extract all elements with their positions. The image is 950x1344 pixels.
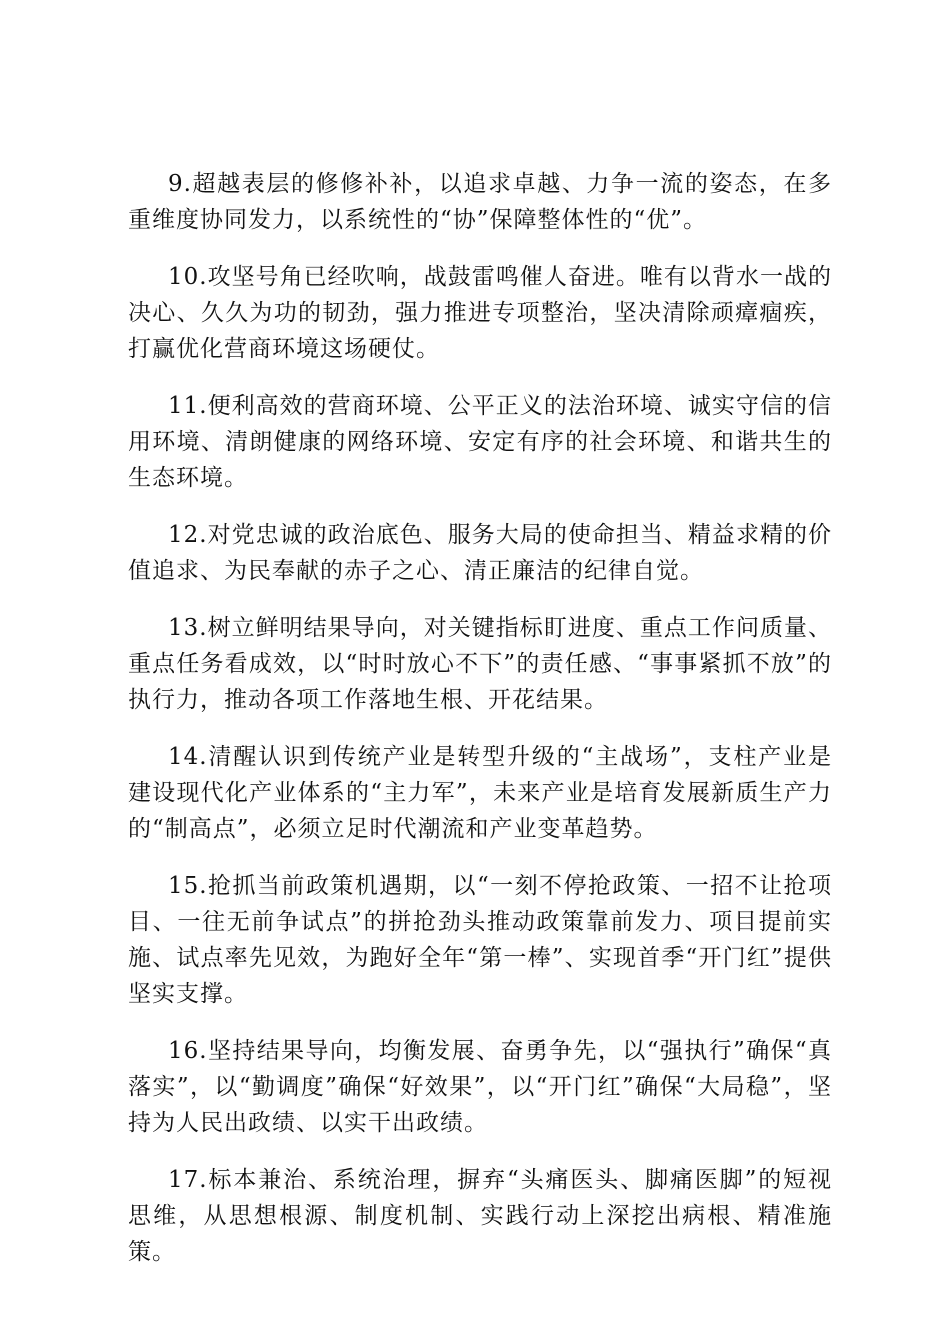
paragraph-10: 10.攻坚号角已经吹响，战鼓雷鸣催人奋进。唯有以背水一战的决心、久久为功的韧劲，强力推进专项整治，坚决清除顽瘴痼疾，打赢优化营商环境这场硬仗。 (128, 264, 832, 362)
paragraph-17: 17.标本兼治、系统治理，摒弃“头痛医头、脚痛医脚”的短视思维，从思想根源、制度机制、实践行动上深挖出病根、精准施策。 (128, 1167, 832, 1265)
paragraph-14: 14.清醒认识到传统产业是转型升级的“主战场”，支柱产业是建设现代化产业体系的“主力军”，未来产业是培育发展新质生产力的“制高点”，必须立足时代潮流和产业变革趋势。 (128, 744, 832, 842)
paragraph-16: 16.坚持结果导向，均衡发展、奋勇争先，以“强执行”确保“真落实”，以“勤调度”确保“好效果”，以“开门红”确保“大局稳”，坚持为人民出政绩、以实干出政绩。 (128, 1038, 832, 1136)
paragraph-9: 9.超越表层的修修补补，以追求卓越、力争一流的姿态，在多重维度协同发力，以系统性的“协”保障整体性的“优”。 (128, 171, 832, 233)
document-page (128, 166, 832, 1291)
paragraph-12: 12.对党忠诚的政治底色、服务大局的使命担当、精益求精的价值追求、为民奉献的赤子之心、清正廉洁的纪律自觉。 (128, 522, 832, 584)
paragraph-15: 15.抢抓当前政策机遇期，以“一刻不停抢政策、一招不让抢项目、一往无前争试点”的拼抢劲头推动政策靠前发力、项目提前实施、试点率先见效，为跑好全年“第一棒”、实现首季“开门红”提供坚实支撑。 (128, 873, 832, 1007)
paragraph-11: 11.便利高效的营商环境、公平正义的法治环境、诚实守信的信用环境、清朗健康的网络环境、安定有序的社会环境、和谐共生的生态环境。 (128, 393, 832, 491)
paragraph-13: 13.树立鲜明结果导向，对关键指标盯进度、重点工作问质量、重点任务看成效，以“时时放心不下”的责任感、“事事紧抓不放”的执行力，推动各项工作落地生根、开花结果。 (128, 615, 832, 713)
